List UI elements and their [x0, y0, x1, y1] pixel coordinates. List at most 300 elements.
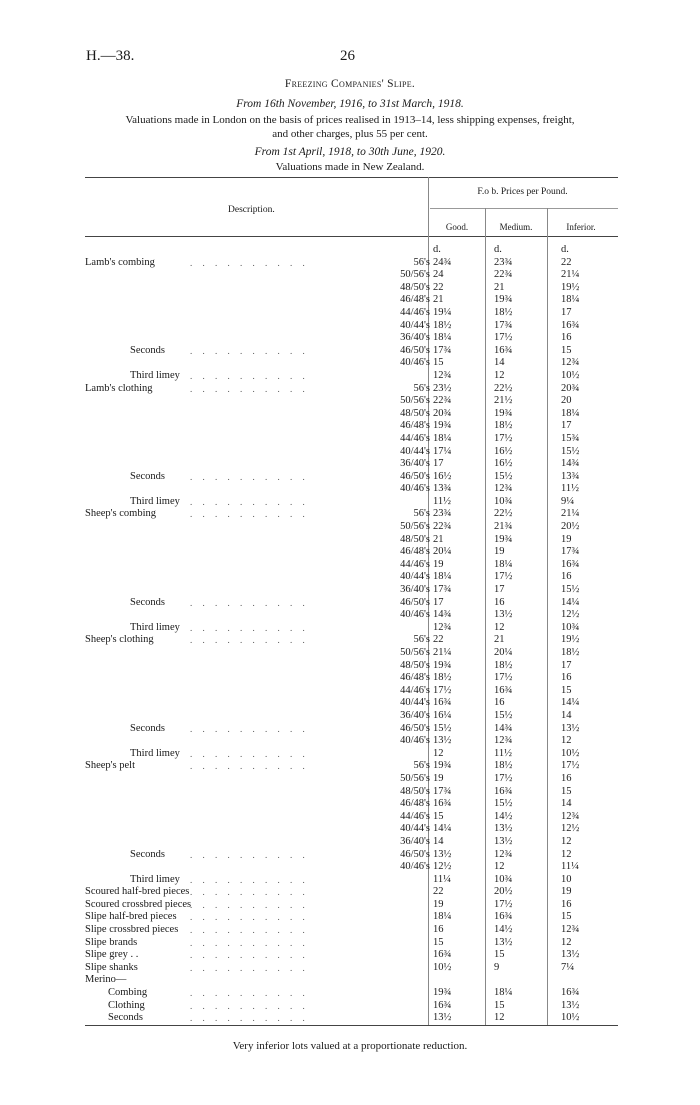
price-inferior: 19 [561, 533, 572, 545]
price-inferior: 22 [561, 256, 572, 268]
price-medium: 22½ [494, 382, 513, 394]
units-row [0, 244, 700, 257]
row-grade: 40/46's [400, 483, 430, 495]
price-good: 19¾ [433, 760, 452, 772]
price-good: 13¾ [433, 483, 452, 495]
table-row [0, 949, 700, 962]
table-row [0, 849, 700, 862]
table-row [0, 345, 700, 358]
price-inferior: 15 [561, 344, 572, 356]
price-inferior: 15½ [561, 445, 580, 457]
row-description: Scoured crossbred pieces [85, 898, 192, 910]
row-grade: 50/56's [400, 772, 430, 784]
price-medium: 21 [494, 281, 505, 293]
row-description: Clothing [108, 999, 145, 1011]
price-good: 19¼ [433, 306, 452, 318]
price-inferior: 13½ [561, 999, 580, 1011]
table-row [0, 332, 700, 345]
table-row [0, 420, 700, 433]
row-grade: 46/48's [400, 420, 430, 432]
row-grade: 44/46's [400, 684, 430, 696]
row-description: Seconds [108, 1012, 143, 1024]
table-row [0, 987, 700, 1000]
valuation-note-3: Valuations made in New Zealand. [275, 161, 425, 173]
row-grade: 36/40's [400, 584, 430, 596]
row-grade: 36/40's [400, 458, 430, 470]
description-column-header: Description. [228, 205, 275, 215]
price-good: 16¾ [433, 798, 452, 810]
row-description: Third limey [130, 747, 180, 759]
table-row [0, 269, 700, 282]
unit-medium: d. [494, 244, 502, 255]
row-grade: 46/48's [400, 546, 430, 558]
price-good: 12½ [433, 861, 452, 873]
price-good: 19 [433, 898, 444, 910]
price-good: 17½ [433, 684, 452, 696]
leader-dots: . . . . . . . . . . [190, 597, 309, 608]
price-medium: 18¼ [494, 987, 513, 999]
price-inferior: 14 [561, 798, 572, 810]
row-grade: 56's [413, 256, 430, 268]
price-inferior: 14¼ [561, 596, 580, 608]
price-inferior: 16¾ [561, 558, 580, 570]
price-medium: 21¾ [494, 521, 513, 533]
table-row [0, 433, 700, 446]
row-description: Seconds [130, 848, 165, 860]
row-grade: 40/44's [400, 697, 430, 709]
price-medium: 14½ [494, 924, 513, 936]
leader-dots: . . . . . . . . . . [190, 257, 309, 268]
price-inferior: 19 [561, 886, 572, 898]
price-inferior: 12½ [561, 823, 580, 835]
table-row [0, 370, 700, 383]
valuation-note-1: Valuations made in London on the basis of prices realised in 1913–14, less shipping expenses, freight, [125, 114, 575, 126]
price-medium: 17½ [494, 571, 513, 583]
row-grade: 48/50's [400, 785, 430, 797]
row-description: Slipe shanks [85, 961, 138, 973]
row-grade: 36/40's [400, 835, 430, 847]
unit-good: d. [433, 244, 441, 255]
price-good: 22 [433, 886, 444, 898]
price-inferior: 17 [561, 306, 572, 318]
table-row [0, 735, 700, 748]
price-medium: 22¾ [494, 269, 513, 281]
leader-dots: . . . . . . . . . . [190, 899, 309, 910]
price-inferior: 17 [561, 659, 572, 671]
table-row [0, 458, 700, 471]
row-grade: 50/56's [400, 269, 430, 281]
leader-dots: . . . . . . . . . . [190, 635, 309, 646]
price-medium: 15 [494, 949, 505, 961]
price-medium: 17 [494, 584, 505, 596]
price-good: 14 [433, 835, 444, 847]
price-medium: 12¾ [494, 483, 513, 495]
price-inferior: 15 [561, 684, 572, 696]
leader-dots: . . . . . . . . . . [190, 496, 309, 507]
price-inferior: 16 [561, 772, 572, 784]
price-inferior: 14¾ [561, 458, 580, 470]
price-good: 19¾ [433, 659, 452, 671]
row-grade: 40/46's [400, 609, 430, 621]
table-row [0, 1012, 700, 1025]
price-inferior: 12 [561, 835, 572, 847]
price-inferior: 9¼ [561, 495, 575, 507]
price-medium: 16 [494, 697, 505, 709]
price-good: 17 [433, 458, 444, 470]
table-row [0, 508, 700, 521]
price-good: 20¾ [433, 407, 452, 419]
table-row [0, 811, 700, 824]
row-description: Slipe grey . . [85, 949, 139, 961]
row-description: Sheep's clothing [85, 634, 154, 646]
row-description: Combing [108, 987, 148, 999]
price-medium: 17½ [494, 898, 513, 910]
price-medium: 16¾ [494, 785, 513, 797]
price-inferior: 16 [561, 672, 572, 684]
leader-dots: . . . . . . . . . . [190, 723, 309, 734]
row-grade: 56's [413, 760, 430, 772]
price-inferior: 15 [561, 785, 572, 797]
price-medium: 16½ [494, 445, 513, 457]
table-row [0, 874, 700, 887]
price-good: 20¼ [433, 546, 452, 558]
price-inferior: 15 [561, 911, 572, 923]
row-grade: 56's [413, 382, 430, 394]
table-row [0, 546, 700, 559]
table-top-rule [85, 177, 618, 178]
row-grade: 50/56's [400, 521, 430, 533]
price-good: 15½ [433, 722, 452, 734]
price-good: 16½ [433, 470, 452, 482]
row-description: Sheep's combing [85, 508, 157, 520]
price-table-body [0, 244, 700, 1025]
price-good: 17 [433, 596, 444, 608]
row-grade: 46/50's [400, 848, 430, 860]
price-medium: 14 [494, 357, 505, 369]
row-grade: 44/46's [400, 306, 430, 318]
price-inferior: 16 [561, 571, 572, 583]
row-grade: 44/46's [400, 810, 430, 822]
price-good: 15 [433, 936, 444, 948]
price-medium: 16¾ [494, 911, 513, 923]
price-good: 16¾ [433, 697, 452, 709]
leader-dots: . . . . . . . . . . [190, 345, 309, 356]
row-description: Third limey [130, 621, 180, 633]
row-grade: 50/56's [400, 395, 430, 407]
price-medium: 17½ [494, 432, 513, 444]
table-row [0, 584, 700, 597]
price-good: 13½ [433, 848, 452, 860]
price-good: 18¼ [433, 911, 452, 923]
price-medium: 18½ [494, 760, 513, 772]
price-medium: 12¾ [494, 735, 513, 747]
price-good: 10½ [433, 961, 452, 973]
row-description: Scoured half-bred pieces [85, 886, 190, 898]
table-row [0, 483, 700, 496]
leader-dots: . . . . . . . . . . [190, 761, 309, 772]
price-medium: 20½ [494, 886, 513, 898]
price-inferior: 21¼ [561, 269, 580, 281]
price-medium: 23¾ [494, 256, 513, 268]
price-inferior: 16¾ [561, 319, 580, 331]
row-grade: 56's [413, 508, 430, 520]
row-grade: 46/50's [400, 344, 430, 356]
price-inferior: 10¾ [561, 621, 580, 633]
price-medium: 21 [494, 634, 505, 646]
row-description: Seconds [130, 470, 165, 482]
price-header-rule [430, 208, 618, 209]
leader-dots: . . . . . . . . . . [190, 874, 309, 885]
table-row [0, 911, 700, 924]
price-good: 13½ [433, 1012, 452, 1024]
period-2: From 1st April, 1918, to 30th June, 1920. [254, 146, 446, 158]
leader-dots: . . . . . . . . . . [190, 988, 309, 999]
row-grade: 46/48's [400, 672, 430, 684]
row-grade: 44/46's [400, 432, 430, 444]
price-good: 22¾ [433, 521, 452, 533]
price-inferior: 11½ [561, 483, 579, 495]
price-medium: 10¾ [494, 873, 513, 885]
price-good: 17¾ [433, 344, 452, 356]
price-medium: 13½ [494, 609, 513, 621]
table-row [0, 962, 700, 975]
row-description: Third limey [130, 495, 180, 507]
page-number: 26 [340, 48, 355, 64]
price-good: 19¾ [433, 987, 452, 999]
price-good: 21 [433, 533, 444, 545]
row-description: Slipe half-bred pieces [85, 911, 177, 923]
period-1: From 16th November, 1916, to 31st March, 1918. [236, 98, 464, 110]
price-good: 15 [433, 357, 444, 369]
price-inferior: 17½ [561, 760, 580, 772]
medium-column-header: Medium. [499, 222, 533, 232]
price-inferior: 18¼ [561, 294, 580, 306]
row-description: Third limey [130, 873, 180, 885]
table-row [0, 760, 700, 773]
price-good: 21 [433, 294, 444, 306]
table-row [0, 723, 700, 736]
table-row [0, 257, 700, 270]
price-good: 24¾ [433, 256, 452, 268]
row-grade: 48/50's [400, 281, 430, 293]
price-medium: 14¾ [494, 722, 513, 734]
row-grade: 36/40's [400, 332, 430, 344]
price-good: 14¼ [433, 823, 452, 835]
row-grade: 40/44's [400, 823, 430, 835]
unit-inferior: d. [561, 244, 569, 255]
table-row [0, 647, 700, 660]
price-good: 18¼ [433, 432, 452, 444]
row-grade: 40/46's [400, 735, 430, 747]
price-good: 17¼ [433, 445, 452, 457]
price-good: 24 [433, 269, 444, 281]
table-row [0, 937, 700, 950]
good-column-header: Good. [445, 222, 469, 232]
price-medium: 15½ [494, 709, 513, 721]
price-inferior: 14 [561, 709, 572, 721]
price-column-header: F.o b. Prices per Pound. [477, 187, 568, 197]
price-inferior: 10½ [561, 747, 580, 759]
leader-dots: . . . . . . . . . . [190, 383, 309, 394]
table-row [0, 798, 700, 811]
price-inferior: 7¼ [561, 961, 575, 973]
row-description: Merino— [85, 974, 127, 986]
leader-dots: . . . . . . . . . . [190, 937, 309, 948]
price-medium: 19 [494, 546, 505, 558]
table-row [0, 899, 700, 912]
price-good: 18¼ [433, 571, 452, 583]
row-grade: 40/46's [400, 861, 430, 873]
table-row [0, 534, 700, 547]
table-row [0, 886, 700, 899]
row-grade: 48/50's [400, 407, 430, 419]
price-good: 15 [433, 810, 444, 822]
price-medium: 19¾ [494, 294, 513, 306]
price-inferior: 19½ [561, 281, 580, 293]
row-description: Seconds [130, 596, 165, 608]
price-good: 16¾ [433, 949, 452, 961]
price-good: 16¼ [433, 709, 452, 721]
price-medium: 15½ [494, 470, 513, 482]
price-medium: 16 [494, 596, 505, 608]
price-medium: 10¾ [494, 495, 513, 507]
table-row [0, 307, 700, 320]
row-description: Third limey [130, 369, 180, 381]
leader-dots: . . . . . . . . . . [190, 912, 309, 923]
price-good: 23½ [433, 382, 452, 394]
row-grade: 56's [413, 634, 430, 646]
price-good: 12¾ [433, 621, 452, 633]
price-inferior: 19½ [561, 634, 580, 646]
page-reference: H.—38. [86, 48, 135, 64]
price-good: 16 [433, 924, 444, 936]
price-medium: 19¾ [494, 533, 513, 545]
price-inferior: 16 [561, 898, 572, 910]
price-medium: 16½ [494, 458, 513, 470]
price-inferior: 17 [561, 420, 572, 432]
row-grade: 46/50's [400, 596, 430, 608]
price-medium: 18½ [494, 420, 513, 432]
price-medium: 11½ [494, 747, 512, 759]
price-medium: 16¾ [494, 684, 513, 696]
table-row [0, 320, 700, 333]
table-row [0, 773, 700, 786]
table-row [0, 924, 700, 937]
row-description: Seconds [130, 722, 165, 734]
table-row [0, 748, 700, 761]
price-good: 21¼ [433, 647, 452, 658]
leader-dots: . . . . . . . . . . [190, 950, 309, 961]
leader-dots: . . . . . . . . . . [190, 962, 309, 973]
table-row [0, 408, 700, 421]
row-grade: 40/44's [400, 571, 430, 583]
price-inferior: 13½ [561, 949, 580, 961]
price-good: 17¾ [433, 584, 452, 596]
price-good: 14¾ [433, 609, 452, 621]
table-row [0, 294, 700, 307]
price-good: 17¾ [433, 785, 452, 797]
price-inferior: 12 [561, 936, 572, 948]
price-medium: 9 [494, 961, 500, 973]
price-inferior: 15¾ [561, 432, 580, 444]
table-row [0, 521, 700, 534]
row-description: Slipe brands [85, 936, 138, 948]
row-description: Lamb's combing [85, 256, 155, 268]
price-inferior: 20½ [561, 521, 580, 533]
price-inferior: 16¾ [561, 987, 580, 999]
leader-dots: . . . . . . . . . . [190, 509, 309, 520]
price-good: 19¾ [433, 420, 452, 432]
price-inferior: 13¾ [561, 470, 580, 482]
price-medium: 15½ [494, 798, 513, 810]
price-good: 16¾ [433, 999, 452, 1011]
price-good: 22 [433, 634, 444, 646]
price-medium: 16¾ [494, 344, 513, 356]
price-medium: 12¾ [494, 848, 513, 860]
table-row [0, 685, 700, 698]
price-medium: 19¾ [494, 407, 513, 419]
leader-dots: . . . . . . . . . . [190, 1013, 309, 1024]
price-good: 13½ [433, 735, 452, 747]
footer-note: Very inferior lots valued at a proportionate reduction. [232, 1040, 468, 1052]
table-row [0, 496, 700, 509]
price-good: 11½ [433, 495, 451, 507]
table-row [0, 836, 700, 849]
price-medium: 17½ [494, 772, 513, 784]
price-medium: 20¼ [494, 647, 513, 658]
price-inferior: 18½ [561, 647, 580, 658]
price-medium: 21½ [494, 395, 513, 407]
price-good: 22 [433, 281, 444, 293]
leader-dots: . . . . . . . . . . [190, 622, 309, 633]
price-inferior: 20 [561, 395, 572, 407]
row-grade: 40/46's [400, 357, 430, 369]
row-grade: 44/46's [400, 558, 430, 570]
row-grade: 40/44's [400, 319, 430, 331]
table-bottom-rule [85, 1025, 618, 1026]
price-inferior: 10½ [561, 369, 580, 381]
price-good: 18½ [433, 672, 452, 684]
price-good: 18¼ [433, 332, 452, 344]
price-inferior: 18¼ [561, 407, 580, 419]
leader-dots: . . . . . . . . . . [190, 748, 309, 759]
row-grade: 46/50's [400, 470, 430, 482]
price-medium: 15 [494, 999, 505, 1011]
row-grade: 50/56's [400, 647, 430, 658]
price-inferior: 12¾ [561, 810, 580, 822]
leader-dots: . . . . . . . . . . [190, 925, 309, 936]
table-row [0, 622, 700, 635]
row-grade: 48/50's [400, 659, 430, 671]
row-description: Seconds [130, 344, 165, 356]
price-medium: 18½ [494, 306, 513, 318]
table-row [0, 660, 700, 673]
row-grade: 46/48's [400, 294, 430, 306]
price-inferior: 10½ [561, 1012, 580, 1024]
leader-dots: . . . . . . . . . . [190, 1000, 309, 1011]
price-medium: 17½ [494, 672, 513, 684]
table-row [0, 597, 700, 610]
price-inferior: 12½ [561, 609, 580, 621]
valuation-note-2: and other charges, plus 55 per cent. [272, 128, 428, 140]
price-inferior: 15½ [561, 584, 580, 596]
price-medium: 12 [494, 369, 505, 381]
price-medium: 12 [494, 621, 505, 633]
price-medium: 18½ [494, 659, 513, 671]
price-good: 12 [433, 747, 444, 759]
price-inferior: 21¼ [561, 508, 580, 520]
price-good: 18½ [433, 319, 452, 331]
